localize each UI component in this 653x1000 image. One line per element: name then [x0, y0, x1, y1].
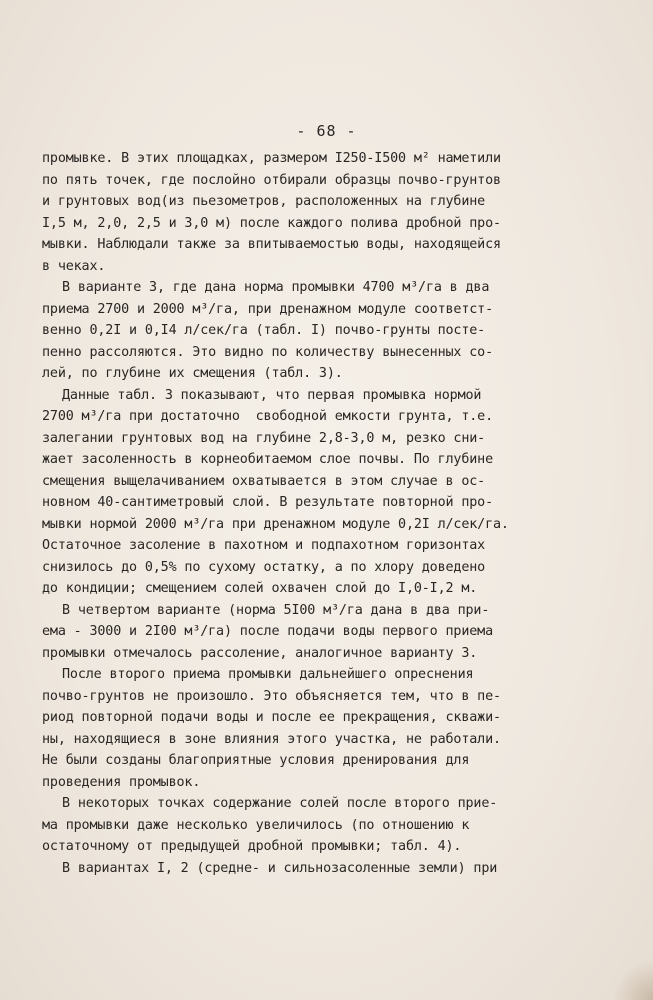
text-line: лей, по глубине их смещения (табл. 3). [42, 366, 343, 381]
text-line: После второго приема промывки дальнейшего опреснения [62, 667, 474, 682]
text-line: по пять точек, где послойно отбирали образцы почво-грунтов [42, 172, 501, 188]
body-text [42, 148, 632, 879]
text-line: промывке. В этих площадках, размером I250-I500 м² наметили [42, 151, 501, 166]
text-line: В вариантах I, 2 (средне- и сильнозасоленные земли) при [62, 860, 498, 876]
text-line: снизилось до 0,5% по сухому остатку, а по хлору доведено [42, 559, 486, 575]
text-line: риод повторной подачи воды и после ее прекращения, скважи- [42, 710, 501, 725]
text-line: В некоторых точках содержание солей после второго прие- [62, 796, 498, 811]
text-line: промывки отмечалось рассоление, аналогичное варианту 3. [42, 645, 478, 661]
text-line: жает засоленность в корнеобитаемом слое почвы. По глубине [42, 452, 493, 467]
text-line: проведения промывок. [42, 774, 201, 790]
text-line: смещения выщелачиванием охватывается в этом случае в ос- [42, 473, 486, 489]
text-line: залегании грунтовых вод на глубине 2,8-3,0 м, резко сни- [42, 430, 486, 446]
text-line: 2700 м³/га при достаточно свободной емкости грунта, т.е. [42, 409, 493, 424]
text-line: и грунтовых вод(из пьезометров, расположенных на глубине [42, 194, 486, 209]
text-line: приема 2700 и 2000 м³/га, при дренажном модуле соответст- [42, 301, 493, 317]
text-line: ема - 3000 и 2I00 м³/га) после подачи воды первого приема [42, 624, 493, 639]
text-line: венно 0,2I и 0,I4 л/сек/га (табл. I) почво-грунты посте- [42, 323, 486, 338]
text-line: почво-грунтов не произошло. Это объясняется тем, что в пе- [42, 688, 501, 704]
text-line: в чеках. [42, 258, 106, 274]
text-line: Не были созданы благоприятные условия дренирования для [42, 753, 470, 768]
text-line: ны, находящиеся в зоне влияния этого участка, не работали. [42, 731, 501, 747]
text-line: В четвертом варианте (норма 5I00 м³/га дана в два при- [62, 602, 490, 618]
page-number: - 68 - [296, 122, 357, 140]
text-line: остаточному от предыдущей дробной промывки; табл. 4). [42, 839, 462, 854]
text-line: новном 40-сантиметровый слой. В результате повторной про- [42, 495, 493, 510]
text-line: мывки. Наблюдали также за впитываемостью воды, находящейся [42, 237, 501, 252]
text-line: мывки нормой 2000 м³/га при дренажном модуле 0,2I л/сек/га. [42, 516, 509, 532]
text-line: ма промывки даже несколько увеличилось (по отношению к [42, 817, 470, 833]
text-line: I,5 м, 2,0, 2,5 и 3,0 м) после каждого полива дробной про- [42, 215, 501, 231]
text-line: Данные табл. 3 показывают, что первая промывка нормой [62, 387, 482, 403]
text-line: Остаточное засоление в пахотном и подпахотном горизонтах [42, 538, 486, 553]
text-line: пенно рассоляются. Это видно по количеству вынесенных со- [42, 344, 493, 360]
text-line: до кондиции; смещением солей охвачен слой до I,0-I,2 м. [42, 581, 478, 596]
paper-stain [613, 960, 653, 1000]
text-line: В варианте 3, где дана норма промывки 4700 м³/га в два [62, 280, 490, 295]
